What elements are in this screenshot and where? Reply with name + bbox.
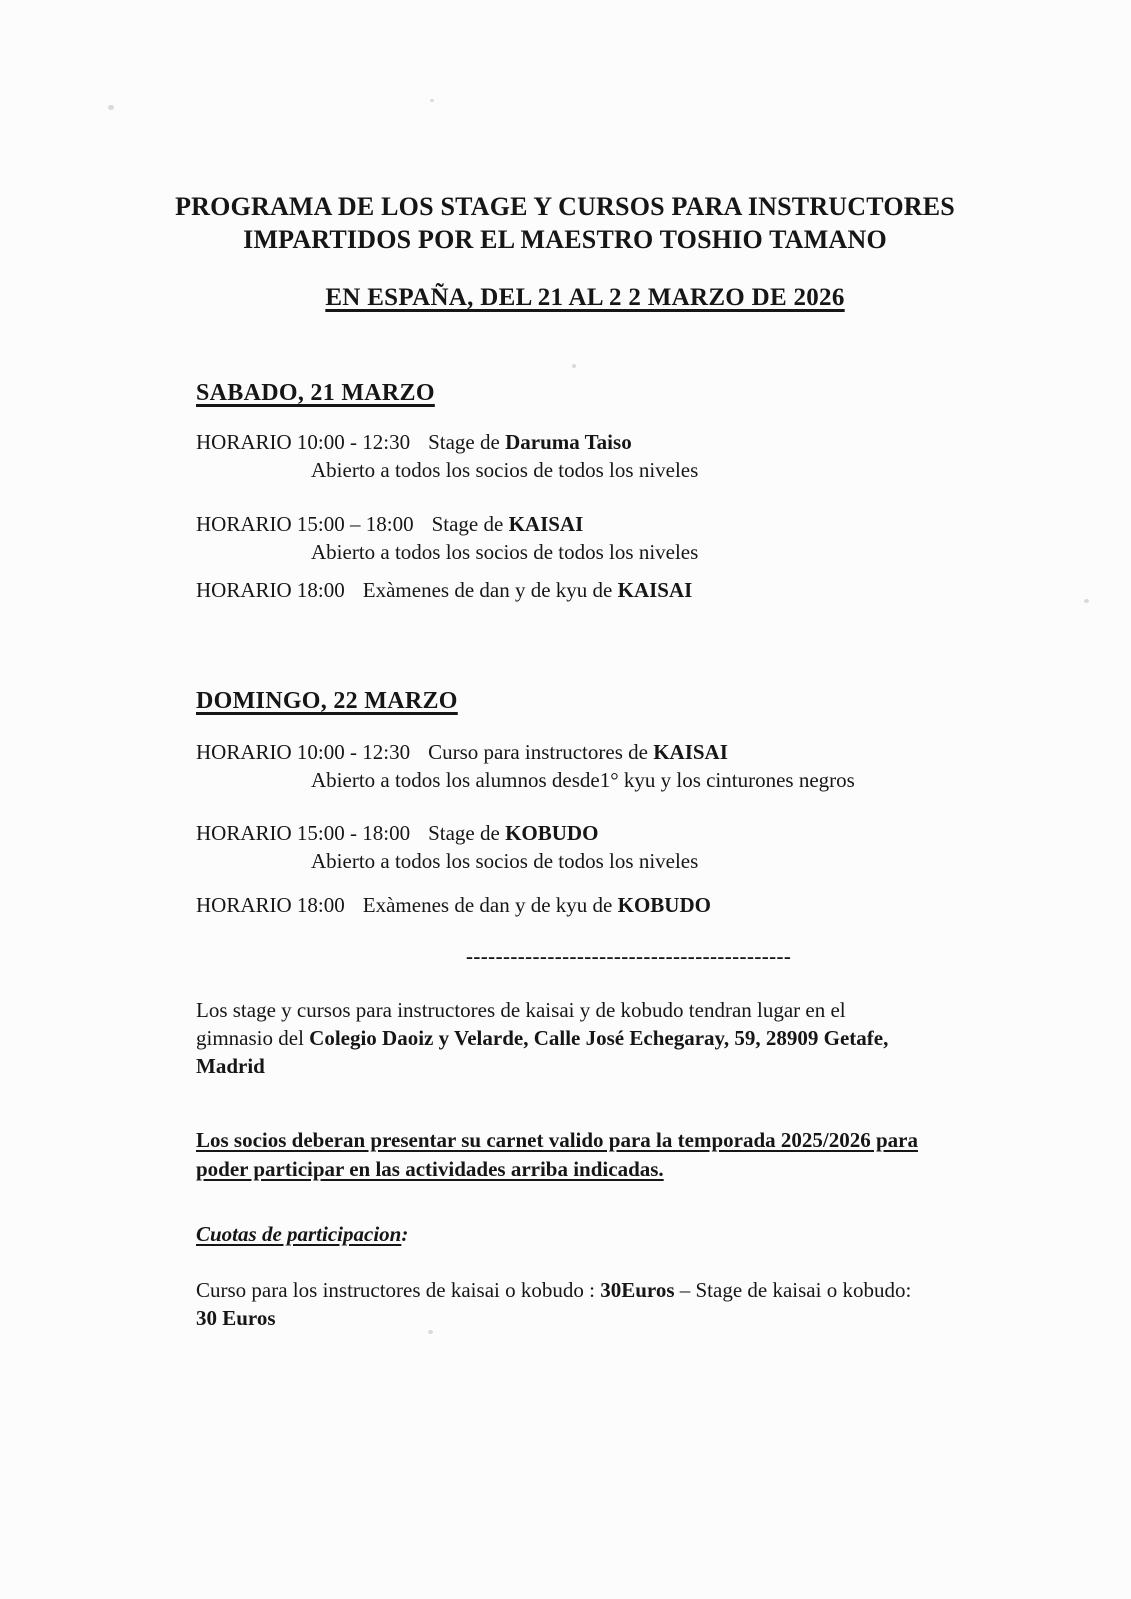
title-block: [10, 190, 1120, 256]
document-subtitle: EN ESPAÑA, DEL 21 AL 2 2 MARZO DE 2026: [325, 284, 845, 311]
divider-line: --------------------------------------------: [466, 944, 792, 968]
fees-heading: Cuotas de participacion:: [196, 1222, 409, 1246]
event-row: [196, 578, 692, 603]
event-note: Abierto a todos los socios de todos los niveles: [311, 849, 699, 873]
section-heading-sunday: DOMINGO, 22 MARZO: [196, 688, 458, 714]
document-title-line2: IMPARTIDOS POR EL MAESTRO TOSHIO TAMANO: [243, 225, 887, 254]
document-title-line1: PROGRAMA DE LOS STAGE Y CURSOS PARA INSTRUCTORES: [175, 192, 955, 221]
scan-speck: [108, 105, 114, 110]
event-time: HORARIO 15:00 - 18:00: [196, 821, 411, 845]
notice-line: Los socios deberan presentar su carnet valido para la temporada 2025/2026 para: [196, 1128, 918, 1152]
notice-paragraph: [196, 1126, 918, 1184]
event-row: [196, 740, 728, 765]
event-desc: Stage de: [431, 512, 509, 536]
fees-line: Curso para los instructores de kaisai o kobudo : 30Euros – Stage de kaisai o kobudo:: [196, 1278, 912, 1302]
event-desc-bold: KAISAI: [653, 740, 728, 764]
event-desc-bold: Daruma Taiso: [505, 430, 632, 454]
venue-line: Los stage y cursos para instructores de kaisai y de kobudo tendran lugar en el: [196, 998, 846, 1022]
event-desc: Stage de: [428, 430, 506, 454]
event-desc: Curso para instructores de: [428, 740, 654, 764]
event-desc-bold: KAISAI: [617, 578, 693, 602]
event-desc-bold: KOBUDO: [505, 821, 599, 845]
fees-body: [196, 1276, 911, 1332]
venue-paragraph: [196, 996, 888, 1080]
event-desc: Exàmenes de dan y de kyu de: [362, 578, 618, 602]
venue-line: gimnasio del Colegio Daoiz y Velarde, Calle José Echegaray, 59, 28909 Getafe,: [196, 1026, 889, 1050]
event-desc-bold: KOBUDO: [617, 893, 711, 917]
event-note: Abierto a todos los socios de todos los niveles: [311, 540, 699, 564]
scan-speck: [430, 99, 434, 102]
fees-line: [196, 1304, 911, 1332]
venue-address-bold: Colegio Daoiz y Velarde, Calle José Echegaray, 59, 28909 Getafe,: [309, 1026, 889, 1050]
event-desc: Stage de: [428, 821, 506, 845]
event-row: [196, 512, 583, 537]
event-time: HORARIO 10:00 - 12:30: [196, 740, 411, 764]
event-time: HORARIO 18:00: [196, 893, 345, 917]
fees-price-bold: 30Euros: [600, 1278, 675, 1302]
event-note: Abierto a todos los alumnos desde1° kyu y los cinturones negros: [311, 768, 855, 792]
event-desc: Exàmenes de dan y de kyu de: [362, 893, 618, 917]
section-heading-saturday: SABADO, 21 MARZO: [196, 380, 435, 406]
event-desc-bold: KAISAI: [508, 512, 584, 536]
event-note: Abierto a todos los socios de todos los niveles: [311, 458, 699, 482]
event-row: [196, 821, 598, 846]
event-time: HORARIO 18:00: [196, 578, 345, 602]
notice-line: poder participar en las actividades arriba indicadas.: [196, 1157, 664, 1181]
event-row: [196, 430, 632, 455]
event-time: HORARIO 15:00 – 18:00: [196, 512, 414, 536]
scan-speck: [1084, 599, 1089, 603]
venue-line: [196, 1052, 888, 1080]
event-row: [196, 893, 711, 918]
fees-heading-colon: :: [401, 1222, 409, 1246]
scan-speck: [572, 364, 576, 368]
venue-city-bold: Madrid: [196, 1054, 265, 1078]
fees-price-bold: 30 Euros: [196, 1306, 276, 1330]
event-time: HORARIO 10:00 - 12:30: [196, 430, 411, 454]
